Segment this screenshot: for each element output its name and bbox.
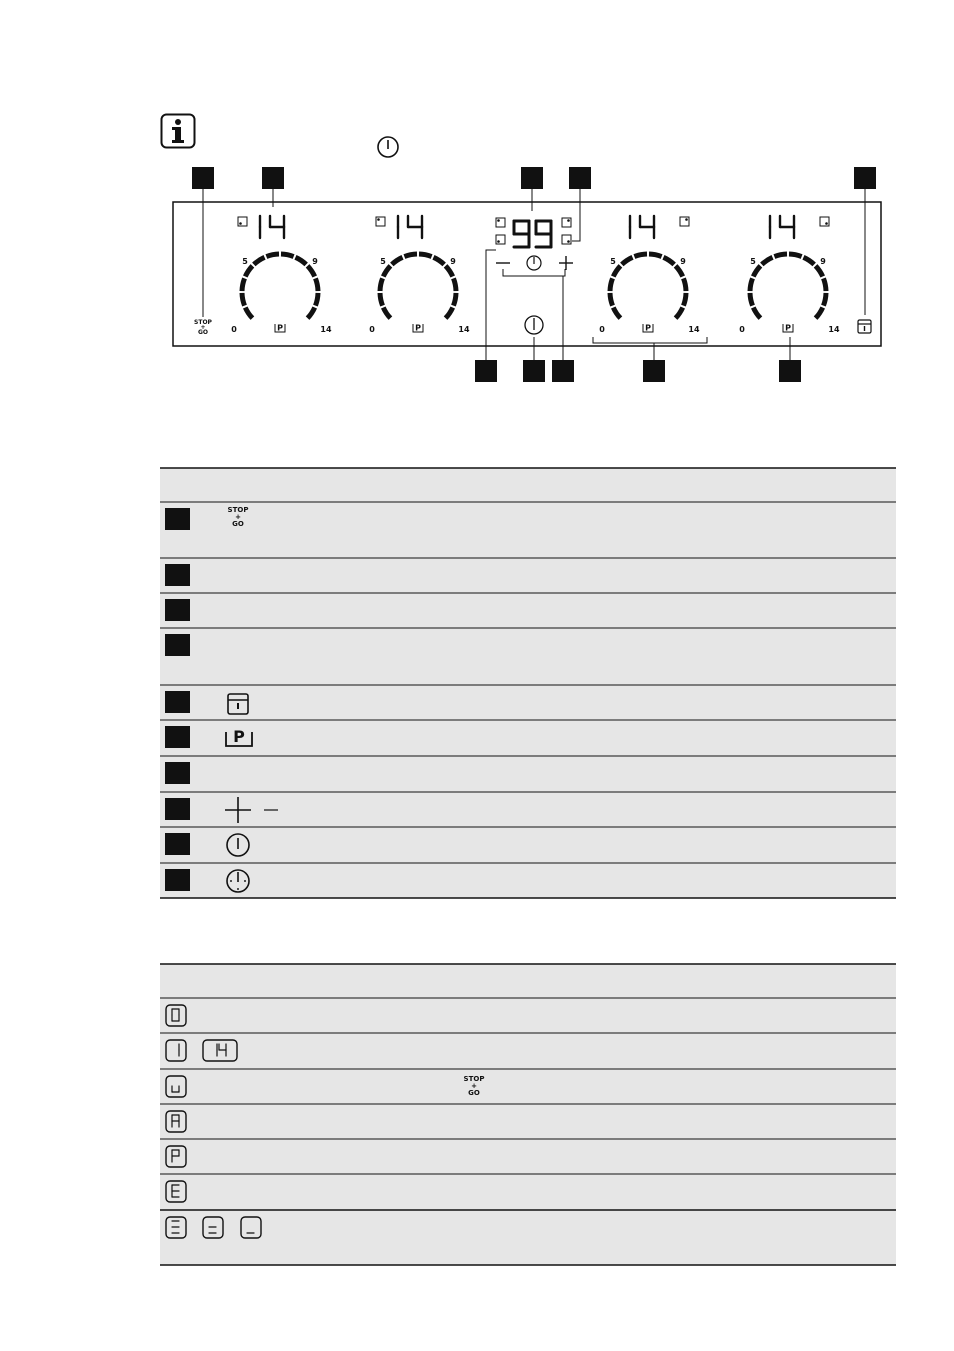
callout-marker [779, 360, 801, 382]
row-marker [165, 564, 190, 586]
dial-segment [245, 266, 252, 277]
dial-segment [663, 257, 674, 264]
dial-label-min: 0 [599, 325, 605, 334]
dial-segment [750, 293, 753, 306]
dial-label-mid: 9 [450, 257, 456, 266]
table-row [160, 1210, 896, 1265]
info-icon [160, 113, 196, 149]
dial-segment [308, 266, 315, 277]
dial-segment [750, 278, 753, 291]
dial-segment [789, 254, 802, 257]
row-marker [165, 634, 190, 656]
dial-segment [753, 266, 760, 277]
cooking-zone-dial-0 [231, 254, 332, 334]
table-header [160, 964, 896, 998]
timer-zone-bl-dot [497, 240, 500, 243]
p-letter: P [415, 323, 421, 333]
dial-segment [380, 278, 383, 291]
timer-zone-tr [562, 218, 571, 227]
power-icon [376, 135, 400, 159]
dial-segment [683, 293, 686, 306]
table-row [160, 863, 896, 898]
dial-label-min: 0 [369, 325, 375, 334]
timer-zone-br-dot [567, 240, 570, 243]
zone-indicator-1-dot [377, 218, 380, 221]
table-row [160, 1174, 896, 1210]
table-row [160, 1033, 896, 1069]
table-row [160, 502, 896, 558]
controls-table [160, 466, 896, 902]
zone-digit [270, 216, 284, 238]
zone-digit [780, 216, 794, 238]
powerboost-icon [275, 324, 285, 333]
stop-go-text: + [471, 1082, 477, 1090]
timer-zone-br [562, 235, 571, 244]
table-row [160, 827, 896, 863]
dial-segment [613, 266, 620, 277]
table-row [160, 1104, 896, 1139]
dial-segment [446, 307, 453, 318]
row-marker [165, 869, 190, 891]
table-row [160, 593, 896, 628]
stop-go-text: STOP [463, 1075, 485, 1083]
zone-indicator-1 [376, 217, 385, 226]
dial-segment [281, 254, 294, 257]
dial-label-low: 5 [610, 257, 616, 266]
zone-digit [640, 216, 654, 238]
dial-label-max: 14 [828, 325, 840, 334]
p-letter: P [645, 323, 651, 333]
dial-segment [383, 307, 390, 318]
dial-label-max: 14 [688, 325, 700, 334]
dial-segment [613, 307, 620, 318]
dial-segment [245, 307, 252, 318]
dial-label-min: 0 [739, 325, 745, 334]
table-row [160, 685, 896, 720]
row-marker [165, 508, 190, 530]
callout-marker [854, 167, 876, 189]
dial-label-max: 14 [458, 325, 470, 334]
dial-segment [315, 293, 318, 306]
dial-segment [676, 266, 683, 277]
table-row [160, 998, 896, 1033]
dial-segment [433, 257, 444, 264]
callout-marker [523, 360, 545, 382]
dial-segment [404, 254, 417, 257]
timer-digit [536, 221, 551, 247]
dial-segment [383, 266, 390, 277]
row-marker [165, 726, 190, 748]
dial-segment [446, 266, 453, 277]
callout-marker [643, 360, 665, 382]
dial-segment [295, 257, 306, 264]
dial-segment [380, 293, 383, 306]
table-row [160, 628, 896, 685]
dial-label-mid: 9 [680, 257, 686, 266]
cooking-zone-dial-2 [599, 254, 700, 334]
dial-label-low: 5 [750, 257, 756, 266]
dial-segment [266, 254, 279, 257]
dial-segment [816, 307, 823, 318]
timer-digit [514, 221, 529, 247]
zone-indicator-0 [238, 217, 247, 226]
callout-marker [552, 360, 574, 382]
timer-zone-tl-dot [497, 219, 500, 222]
dial-segment [774, 254, 787, 257]
stop-go-text: + [235, 513, 241, 521]
dial-segment [823, 278, 826, 291]
powerboost-icon [413, 324, 423, 333]
stop-go-label [194, 319, 213, 336]
row-marker [165, 833, 190, 855]
zone-indicator-3 [820, 217, 829, 226]
cooking-zone-dial-1 [369, 254, 470, 334]
dial-segment [254, 257, 265, 264]
p-letter: P [277, 323, 283, 333]
dial-segment [419, 254, 432, 257]
dial-label-low: 5 [380, 257, 386, 266]
dial-segment [315, 278, 318, 291]
zone-digit [408, 216, 422, 238]
table-row [160, 756, 896, 792]
row-marker [165, 798, 190, 820]
dial-segment [308, 307, 315, 318]
powerboost-letter: P [233, 727, 245, 746]
dial-segment [634, 254, 647, 257]
dial-segment [649, 254, 662, 257]
table-row [160, 720, 896, 756]
row-marker [165, 599, 190, 621]
dial-label-mid: 9 [312, 257, 318, 266]
table-row [160, 1139, 896, 1174]
stop-go-text: GO [468, 1089, 480, 1097]
display-table [160, 962, 896, 1268]
dial-label-min: 0 [231, 325, 237, 334]
dial-segment [610, 293, 613, 306]
dial-segment [803, 257, 814, 264]
powerboost-icon [643, 324, 653, 333]
table-row [160, 1069, 896, 1104]
callout-marker [521, 167, 543, 189]
callout-marker [262, 167, 284, 189]
zone-indicator-2-dot [685, 218, 688, 221]
powerboost-icon [783, 324, 793, 333]
dial-segment [453, 278, 456, 291]
timer-zone-bl [496, 235, 505, 244]
table-header [160, 468, 896, 502]
dial-label-max: 14 [320, 325, 332, 334]
row-marker [165, 762, 190, 784]
stop-label: STOP [194, 319, 212, 326]
control-panel-diagram [160, 165, 900, 385]
dial-segment [753, 307, 760, 318]
timer-zone-tl [496, 218, 505, 227]
callout-marker [192, 167, 214, 189]
p-letter: P [785, 323, 791, 333]
go-label: GO [197, 329, 209, 336]
dial-segment [610, 278, 613, 291]
zone-indicator-3-dot [825, 222, 828, 225]
dial-segment [762, 257, 773, 264]
plus-label: + [200, 324, 206, 331]
dial-segment [392, 257, 403, 264]
dial-segment [676, 307, 683, 318]
callout-marker [475, 360, 497, 382]
cooking-zone-dial-3 [739, 254, 840, 334]
table-row [160, 558, 896, 593]
dial-segment [242, 278, 245, 291]
zone-indicator-0-dot [239, 222, 242, 225]
dial-segment [816, 266, 823, 277]
dial-segment [242, 293, 245, 306]
timer-zone-tr-dot [567, 219, 570, 222]
dial-segment [823, 293, 826, 306]
dial-segment [683, 278, 686, 291]
row-marker [165, 691, 190, 713]
stop-go-text: GO [232, 520, 244, 528]
dial-segment [453, 293, 456, 306]
zone-indicator-2 [680, 217, 689, 226]
dial-label-low: 5 [242, 257, 248, 266]
dial-label-mid: 9 [820, 257, 826, 266]
callout-marker [569, 167, 591, 189]
dial-segment [622, 257, 633, 264]
stop-go-text: STOP [227, 506, 249, 514]
